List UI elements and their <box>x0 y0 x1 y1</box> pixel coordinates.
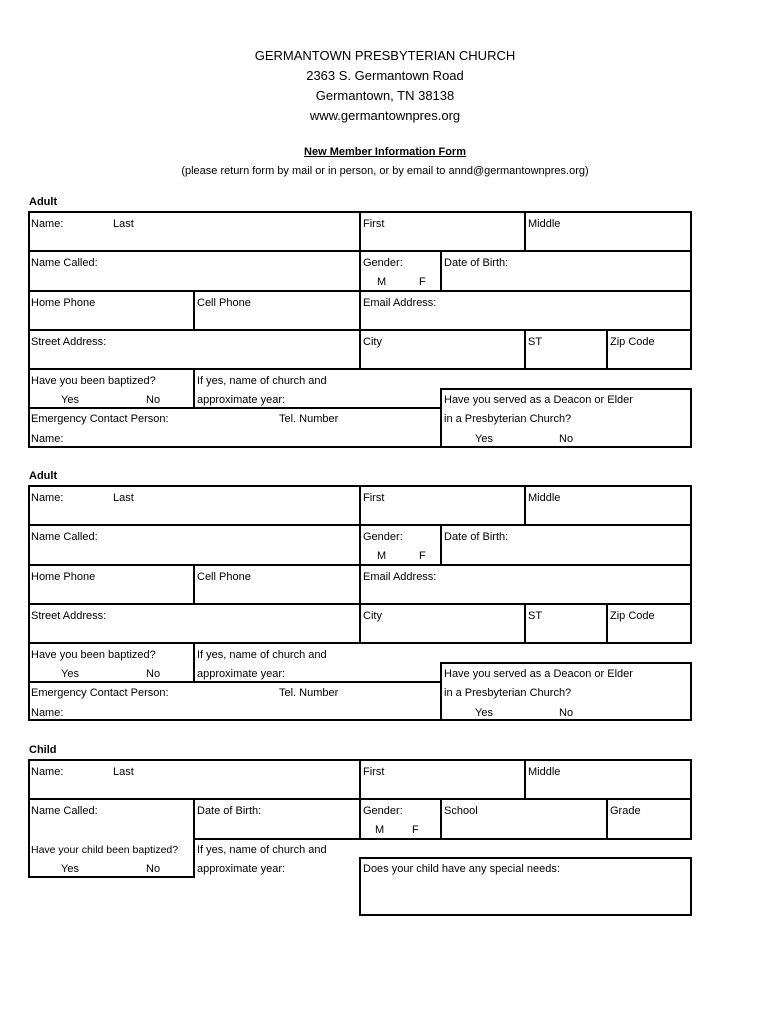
rule <box>442 662 692 664</box>
baptized-yes-option[interactable]: Yes <box>61 668 79 680</box>
rule <box>690 388 692 448</box>
gender-female-option[interactable]: F <box>412 824 419 836</box>
rule <box>606 798 608 839</box>
deacon-yes-option[interactable]: Yes <box>475 433 493 445</box>
rule <box>359 857 361 916</box>
child-baptized-label: Have your child been baptized? <box>31 844 179 856</box>
dob-label: Date of Birth: <box>197 805 262 817</box>
name-label: Name: <box>31 218 64 230</box>
rule <box>442 388 692 390</box>
rule <box>28 759 30 878</box>
home-phone-label: Home Phone <box>31 571 96 583</box>
emergency-contact-label: Emergency Contact Person: <box>31 413 169 425</box>
church-year-label: approximate year: <box>197 668 286 680</box>
name-called-label: Name Called: <box>31 805 98 817</box>
rule <box>28 485 30 721</box>
last-name-label: Last <box>113 766 134 778</box>
emergency-contact-label: Emergency Contact Person: <box>31 687 169 699</box>
section-label: Child <box>29 744 57 756</box>
name-called-label: Name Called: <box>31 257 98 269</box>
email-label: Email Address: <box>363 571 437 583</box>
emergency-tel-label: Tel. Number <box>279 413 339 425</box>
rule <box>28 876 194 878</box>
last-name-label: Last <box>113 218 134 230</box>
email-label: Email Address: <box>363 297 437 309</box>
rule <box>193 290 195 330</box>
rule <box>690 857 692 916</box>
emergency-name-label: Name: <box>31 707 64 719</box>
cell-phone-label: Cell Phone <box>197 297 251 309</box>
cell-phone-label: Cell Phone <box>197 571 251 583</box>
section-label: Adult <box>29 196 58 208</box>
church-year-label: approximate year: <box>197 394 286 406</box>
rule <box>440 524 442 565</box>
rule <box>28 407 442 409</box>
church-street: 2363 S. Germantown Road <box>306 68 464 83</box>
rule <box>359 211 361 370</box>
first-name-label: First <box>363 766 385 778</box>
middle-name-label: Middle <box>528 218 561 230</box>
gender-female-option[interactable]: F <box>419 276 426 288</box>
deacon-question: Have you served as a Deacon or Elder <box>444 394 633 406</box>
rule <box>524 485 526 525</box>
rule <box>28 446 692 448</box>
form-title: New Member Information Form <box>304 146 466 158</box>
rule <box>359 857 692 859</box>
church-website: www.germantownpres.org <box>309 108 461 123</box>
rule <box>28 681 442 683</box>
rule <box>690 662 692 721</box>
baptized-yes-option[interactable]: Yes <box>61 863 79 875</box>
gender-label: Gender: <box>363 805 403 817</box>
baptized-label: Have you been baptized? <box>31 649 156 661</box>
city-label: City <box>363 610 382 622</box>
rule <box>193 564 195 604</box>
church-name-label: If yes, name of church and <box>197 844 327 856</box>
rule <box>690 211 692 370</box>
form-instructions: (please return form by mail or in person, or by email to annd@germantownpres.org) <box>181 165 589 177</box>
rule <box>440 250 442 291</box>
grade-label: Grade <box>610 805 641 817</box>
rule <box>690 759 692 840</box>
rule <box>193 368 195 408</box>
rule <box>193 642 195 682</box>
deacon-yes-option[interactable]: Yes <box>475 707 493 719</box>
rule <box>359 759 361 840</box>
first-name-label: First <box>363 218 385 230</box>
rule <box>524 759 526 799</box>
dob-label: Date of Birth: <box>444 257 509 269</box>
name-label: Name: <box>31 766 64 778</box>
rule <box>690 485 692 644</box>
rule <box>28 719 692 721</box>
deacon-question-cont: in a Presbyterian Church? <box>444 413 572 425</box>
name-label: Name: <box>31 492 64 504</box>
home-phone-label: Home Phone <box>31 297 96 309</box>
zip-label: Zip Code <box>610 336 655 348</box>
rule <box>440 798 442 839</box>
church-name: GERMANTOWN PRESBYTERIAN CHURCH <box>254 48 516 63</box>
gender-male-option[interactable]: M <box>377 276 387 288</box>
dob-label: Date of Birth: <box>444 531 509 543</box>
deacon-question: Have you served as a Deacon or Elder <box>444 668 633 680</box>
rule <box>606 329 608 369</box>
rule <box>524 329 526 369</box>
baptized-no-option[interactable]: No <box>146 863 161 875</box>
emergency-name-label: Name: <box>31 433 64 445</box>
deacon-no-option[interactable]: No <box>559 433 574 445</box>
rule <box>440 662 442 721</box>
baptized-yes-option[interactable]: Yes <box>61 394 79 406</box>
special-needs-label: Does your child have any special needs: <box>363 863 560 875</box>
rule <box>606 603 608 643</box>
street-label: Street Address: <box>31 610 107 622</box>
church-year-label: approximate year: <box>197 863 286 875</box>
name-called-label: Name Called: <box>31 531 98 543</box>
rule <box>28 211 30 448</box>
rule <box>193 838 692 840</box>
city-label: City <box>363 336 382 348</box>
gender-male-option[interactable]: M <box>377 550 387 562</box>
rule <box>359 914 692 916</box>
rule <box>524 211 526 251</box>
last-name-label: Last <box>113 492 134 504</box>
church-name-label: If yes, name of church and <box>197 375 327 387</box>
deacon-no-option[interactable]: No <box>559 707 574 719</box>
church-city: Germantown, TN 38138 <box>315 88 455 103</box>
deacon-question-cont: in a Presbyterian Church? <box>444 687 572 699</box>
section-label: Adult <box>29 470 58 482</box>
rule <box>193 798 195 878</box>
baptized-no-option[interactable]: No <box>146 668 161 680</box>
zip-label: Zip Code <box>610 610 655 622</box>
gender-label: Gender: <box>363 257 403 269</box>
rule <box>524 603 526 643</box>
first-name-label: First <box>363 492 385 504</box>
gender-label: Gender: <box>363 531 403 543</box>
baptized-label: Have you been baptized? <box>31 375 156 387</box>
state-label: ST <box>528 336 543 348</box>
state-label: ST <box>528 610 543 622</box>
emergency-tel-label: Tel. Number <box>279 687 339 699</box>
rule <box>440 388 442 448</box>
middle-name-label: Middle <box>528 766 561 778</box>
gender-female-option[interactable]: F <box>419 550 426 562</box>
gender-male-option[interactable]: M <box>375 824 385 836</box>
rule <box>359 485 361 644</box>
school-label: School <box>444 805 478 817</box>
middle-name-label: Middle <box>528 492 561 504</box>
church-name-label: If yes, name of church and <box>197 649 327 661</box>
baptized-no-option[interactable]: No <box>146 394 161 406</box>
street-label: Street Address: <box>31 336 107 348</box>
